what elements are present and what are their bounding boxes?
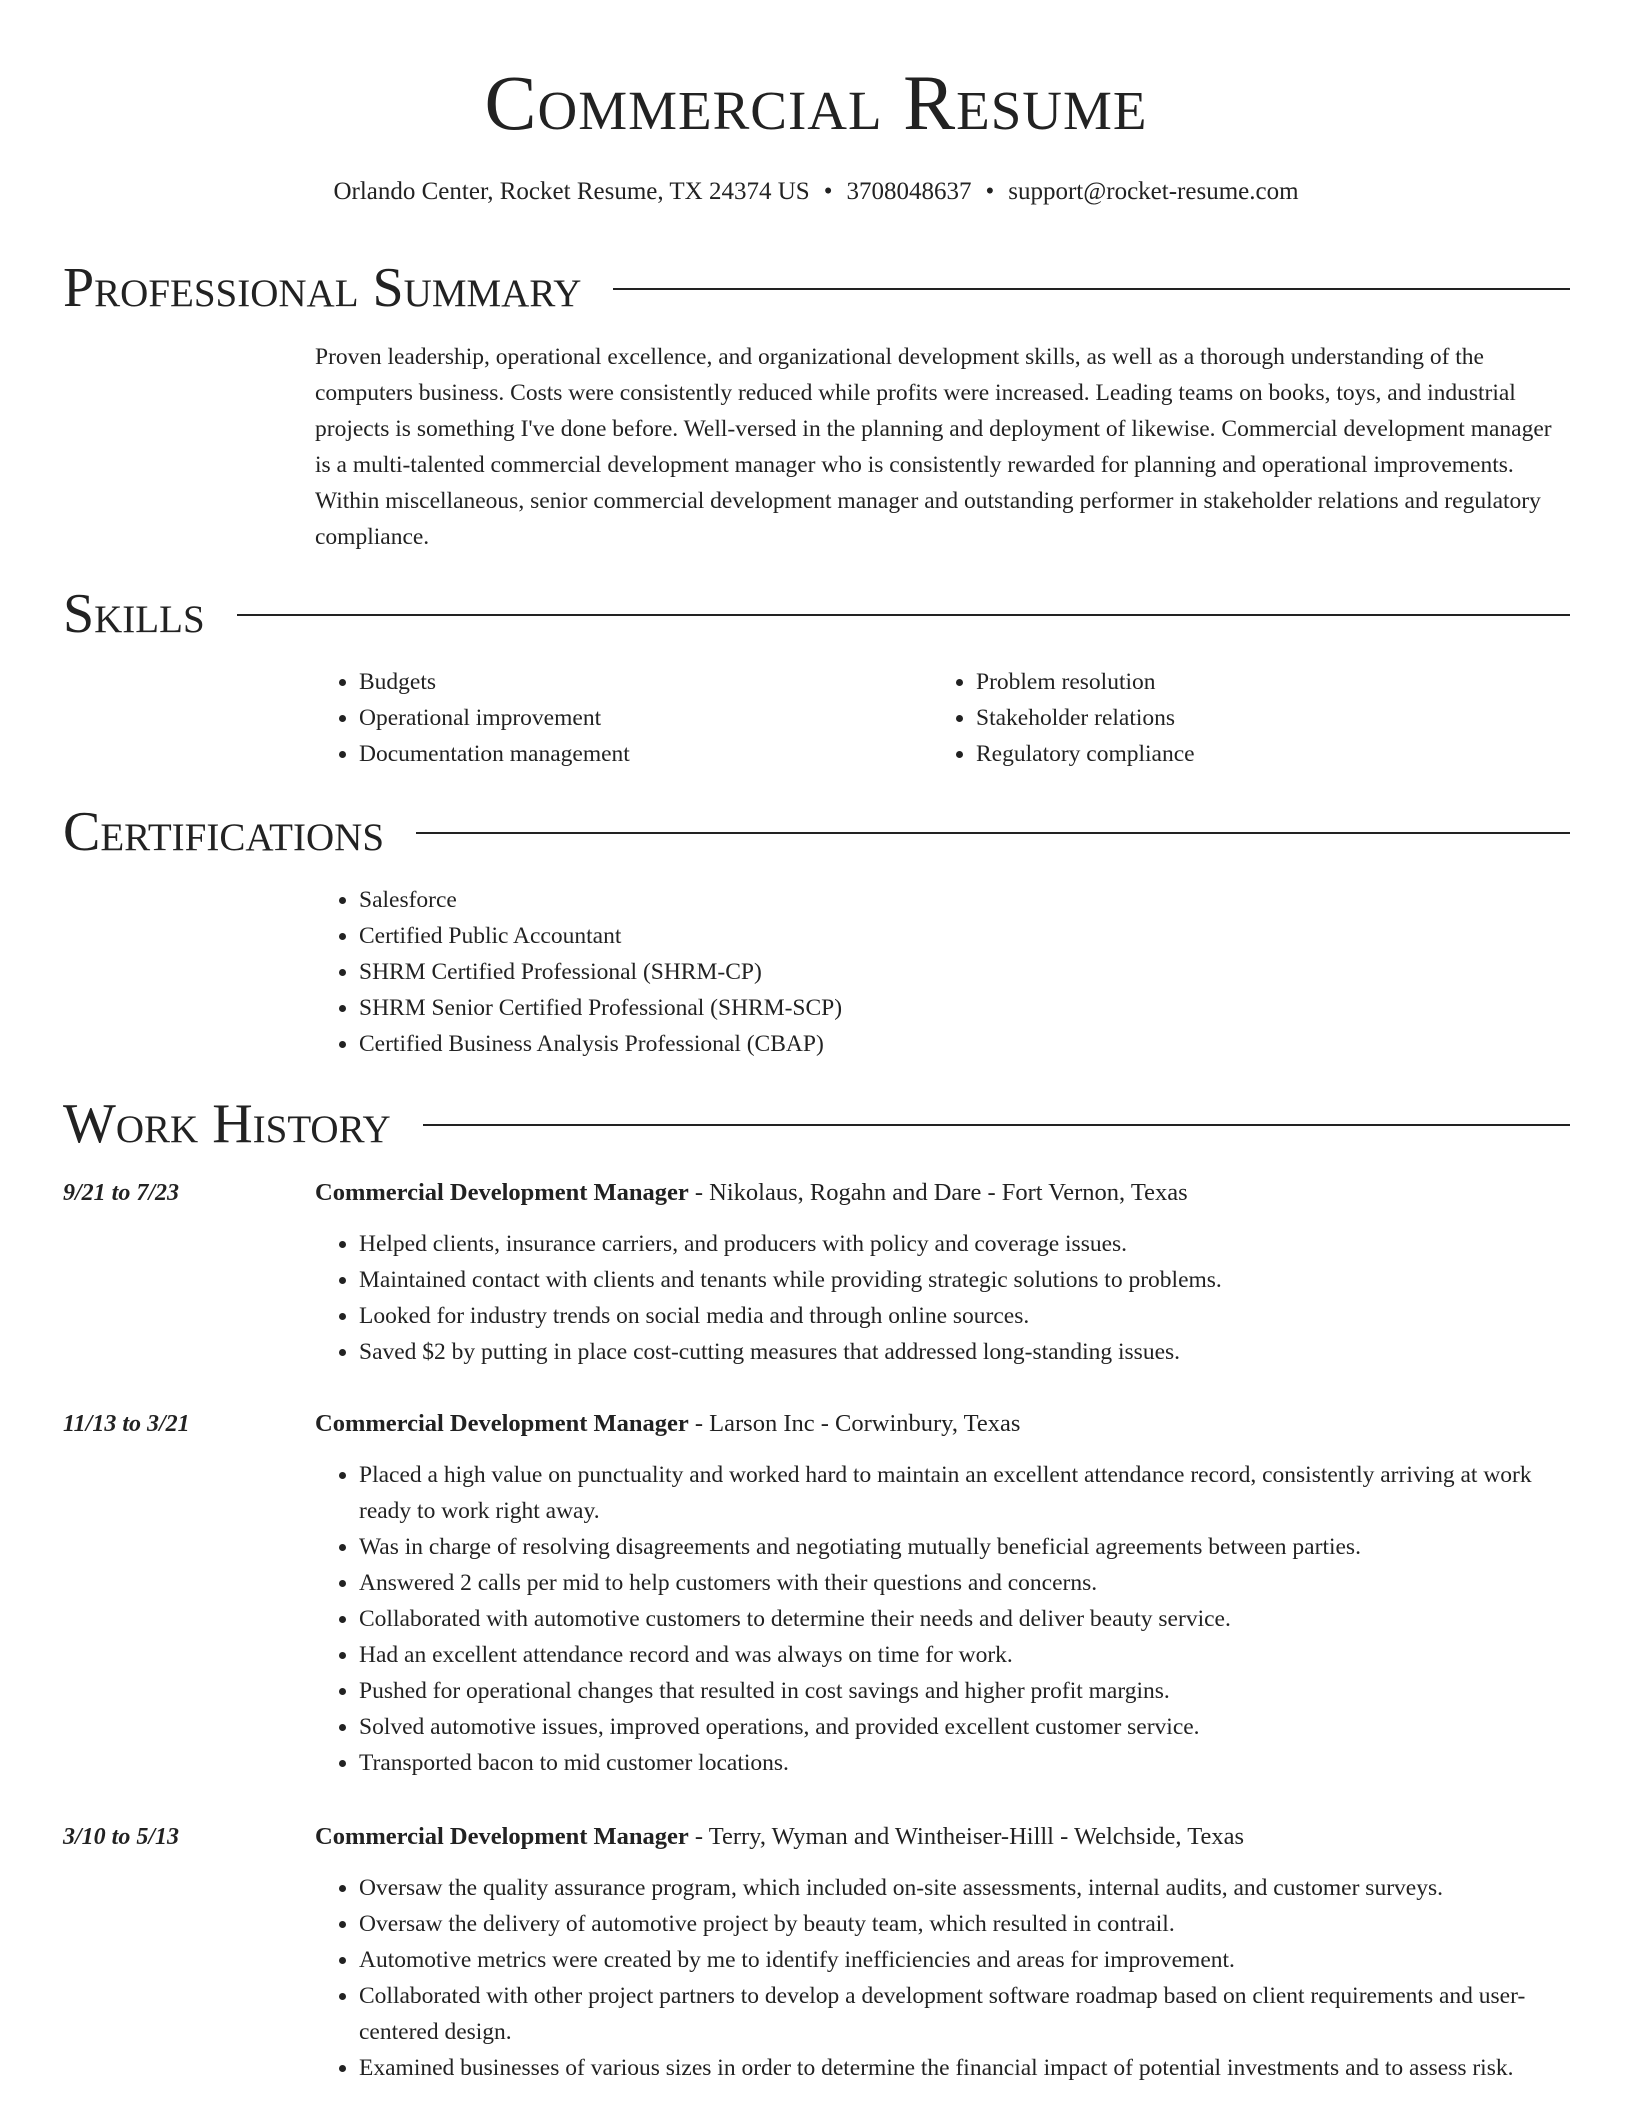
skills-list-left [315, 664, 915, 772]
job-heading [315, 1175, 1570, 1211]
job-bullet-item: • Oversaw the delivery of automotive project by beauty team, which resulted in contrail. [359, 1906, 1570, 1942]
skill-item: • Regulatory compliance [976, 736, 1532, 772]
skills-column-right [932, 664, 1532, 772]
job-responsibilities [315, 1457, 1570, 1781]
certifications-list [315, 882, 1570, 1062]
job-bullet-item: • Helped clients, insurance carriers, and producers with policy and coverage issues. [359, 1226, 1570, 1262]
job-bullet-item: • Was in charge of resolving disagreements and negotiating mutually beneficial agreements between parties. [359, 1529, 1570, 1565]
contact-separator: • [823, 178, 833, 205]
job-bullet-item: • Had an excellent attendance record and was always on time for work. [359, 1637, 1570, 1673]
resume-name: Commercial Resume [484, 59, 1148, 146]
job-title: Commercial Development Manager [315, 1179, 689, 1206]
summary-text: Proven leadership, operational excellence, and organizational development skills, as well as a thorough understanding of the computers business. Costs were consistently reduced while profits were increased. Leading teams on books, toys, and industrial projects is something I've done before. Well-versed in the planning and deployment of likewise. Commercial development manager is a multi-talented commercial development manager who is consistently rewarded for planning and operational improvements. Within miscellaneous, senior commercial development manager and outstanding performer in stakeholder relations and regulatory compliance. [315, 344, 1552, 550]
contact-phone: 3708048637 [846, 178, 972, 205]
job-title: Commercial Development Manager [315, 1410, 689, 1437]
job-bullet-list [315, 1870, 1570, 2086]
skill-item: • Documentation management [359, 736, 915, 772]
skill-item: • Operational improvement [359, 700, 915, 736]
summary-section-title: Professional Summary [63, 257, 582, 319]
certification-item: • SHRM Certified Professional (SHRM-CP) [359, 954, 1570, 990]
summary-section-header [63, 256, 1570, 320]
job-bullet-item: • Maintained contact with clients and tenants while providing strategic solutions to problems. [359, 1262, 1570, 1298]
work-history-section-title: Work History [63, 1093, 391, 1155]
certifications-section-title: Certifications [63, 801, 385, 863]
section-divider [237, 614, 1570, 616]
job-employer: - Nikolaus, Rogahn and Dare - Fort Vernon, Texas [688, 1179, 1188, 1206]
skills-section-header [63, 582, 1570, 646]
section-divider [613, 288, 1570, 290]
job-heading [315, 1819, 1570, 1855]
job-bullet-item: • Solved automotive issues, improved operations, and provided excellent customer service. [359, 1709, 1570, 1745]
job-bullet-item: • Oversaw the quality assurance program, which included on-site assessments, internal audits, and customer surveys. [359, 1870, 1570, 1906]
skills-list-right [932, 664, 1532, 772]
contact-address: Orlando Center, Rocket Resume, TX 24374 US [333, 178, 810, 205]
job-dates: 11/13 to 3/21 [63, 1411, 190, 1437]
job-bullet-item: • Answered 2 calls per mid to help customers with their questions and concerns. [359, 1565, 1570, 1601]
skill-item: • Stakeholder relations [976, 700, 1532, 736]
job-bullet-item: • Transported bacon to mid customer locations. [359, 1745, 1570, 1781]
certifications-section-header [63, 800, 1570, 864]
job-dates: 3/10 to 5/13 [63, 1824, 180, 1850]
skill-item: • Budgets [359, 664, 915, 700]
contact-separator: • [985, 178, 995, 205]
contact-line [0, 175, 1632, 209]
job-bullet-item: • Collaborated with automotive customers to determine their needs and deliver beauty service. [359, 1601, 1570, 1637]
job-bullet-list [315, 1457, 1570, 1781]
job-employer: - Terry, Wyman and Wintheiser-Hilll - Welchside, Texas [688, 1823, 1244, 1850]
certification-item: • Salesforce [359, 882, 1570, 918]
skills-section-title: Skills [63, 583, 205, 645]
job-title: Commercial Development Manager [315, 1823, 689, 1850]
certifications-block [315, 882, 1570, 1062]
job-bullet-item: • Placed a high value on punctuality and worked hard to maintain an excellent attendance record, consistently arriving at work ready to work right away. [359, 1457, 1570, 1529]
contact-email: support@rocket-resume.com [1008, 178, 1299, 205]
section-divider [416, 832, 1570, 834]
certification-item: • Certified Business Analysis Professional (CBAP) [359, 1026, 1570, 1062]
job-responsibilities [315, 1226, 1570, 1370]
certification-item: • SHRM Senior Certified Professional (SHRM-SCP) [359, 990, 1570, 1026]
job-bullet-item: • Examined businesses of various sizes in order to determine the financial impact of potential investments and to assess risk. [359, 2050, 1570, 2086]
skills-column-left [315, 664, 915, 772]
job-responsibilities [315, 1870, 1570, 2086]
certification-item: • Certified Public Accountant [359, 918, 1570, 954]
job-bullet-item: • Looked for industry trends on social media and through online sources. [359, 1298, 1570, 1334]
job-employer: - Larson Inc - Corwinbury, Texas [688, 1410, 1021, 1437]
job-bullet-item: • Pushed for operational changes that resulted in cost savings and higher profit margins. [359, 1673, 1570, 1709]
job-bullet-item: • Automotive metrics were created by me to identify inefficiencies and areas for improvement. [359, 1942, 1570, 1978]
skill-item: • Problem resolution [976, 664, 1532, 700]
job-bullet-item: • Saved $2 by putting in place cost-cutting measures that addressed long-standing issues. [359, 1334, 1570, 1370]
job-bullet-list [315, 1226, 1570, 1370]
job-heading [315, 1406, 1570, 1442]
job-bullet-item: • Collaborated with other project partners to develop a development software roadmap based on client requirements and user-centered design. [359, 1978, 1570, 2050]
work-history-section-header [63, 1092, 1570, 1156]
job-dates: 9/21 to 7/23 [63, 1180, 180, 1206]
section-divider [423, 1124, 1570, 1126]
